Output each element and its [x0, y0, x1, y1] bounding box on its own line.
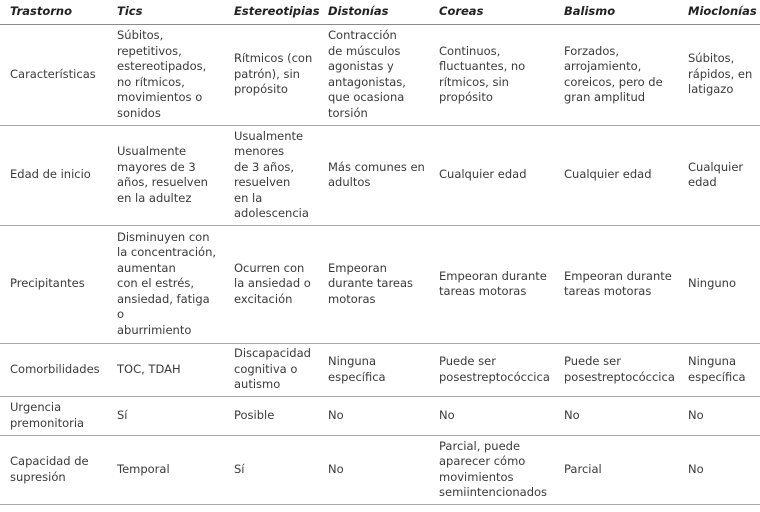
table-cell — [429, 396, 554, 435]
cell-text-line: Cualquier — [688, 159, 744, 174]
cell-text-line: tareas motoras — [564, 284, 652, 298]
cell-text-line: Ocurren con — [234, 260, 305, 275]
cell-text-line: no rítmicos, — [117, 74, 185, 89]
table-cell — [318, 396, 429, 435]
cell-text-line: fluctuantes, no — [439, 59, 526, 73]
cell-text-line: Contracción — [328, 28, 397, 42]
cell-text-line: posestreptocóccica — [439, 369, 550, 384]
cell-text-line: aburrimiento — [117, 322, 192, 337]
cell-text-line: estereotipados, — [117, 59, 207, 73]
cell-text-line: rítmicos, sin — [439, 74, 509, 89]
table-cell — [554, 435, 678, 504]
cell-text-line: menores — [234, 144, 285, 158]
table-cell — [318, 125, 429, 225]
table-row — [0, 225, 760, 343]
cell-text-line: la ansiedad o — [234, 276, 311, 291]
table-cell — [107, 125, 224, 225]
cell-text-line: No — [688, 407, 704, 422]
cell-text-line: Ninguno — [688, 276, 736, 291]
cell-text-line: coreicos, pero de — [564, 74, 663, 89]
table-cell — [429, 225, 554, 343]
cell-text-line: en la adultez — [117, 190, 192, 205]
cell-text-line: No — [439, 407, 455, 422]
cell-text-line: que ocasiona — [328, 90, 405, 104]
table-cell — [554, 24, 678, 125]
table-cell — [224, 396, 318, 435]
cell-text-line: Puede ser — [564, 354, 621, 368]
table-cell — [318, 343, 429, 396]
cell-text-line: propósito — [234, 82, 288, 97]
table-cell — [554, 396, 678, 435]
row-label: Capacidad de supresión — [0, 435, 107, 504]
table-row — [0, 396, 760, 435]
row-label: Urgencia premonitoria — [0, 396, 107, 435]
cell-text-line: Súbitos, — [117, 28, 164, 42]
table-cell — [224, 125, 318, 225]
row-label: Precipitantes — [0, 225, 107, 343]
cell-text-line: TOC, TDAH — [117, 361, 181, 376]
row-label: Comorbilidades — [0, 343, 107, 396]
cell-text-line: No — [328, 461, 344, 476]
table-cell — [107, 396, 224, 435]
cell-text-line: rápidos, en — [688, 66, 753, 81]
header-tics: Tics — [107, 0, 224, 24]
table-cell — [678, 435, 760, 504]
cell-text-line: motoras — [328, 291, 376, 306]
table-cell — [224, 435, 318, 504]
table-cell — [429, 24, 554, 125]
cell-text-line: latigazo — [688, 82, 734, 97]
table-row — [0, 435, 760, 504]
cell-text-line: agonistas y — [328, 59, 394, 73]
cell-text-line: edad — [688, 175, 717, 189]
cell-text-line: Cualquier edad — [439, 167, 527, 182]
cell-text-line: No — [564, 407, 580, 422]
cell-text-line: aparecer cómo — [439, 454, 526, 468]
cell-text-line: Continuos, — [439, 43, 501, 58]
table-cell — [224, 343, 318, 396]
cell-text-line: Sí — [234, 461, 245, 476]
table-cell — [107, 343, 224, 396]
cell-text-line: durante tareas — [328, 276, 414, 291]
cell-text-line: Sí — [117, 407, 128, 422]
cell-text-line: Empeoran — [328, 260, 387, 275]
cell-text-line: de 3 años, — [234, 159, 295, 174]
table-cell — [318, 24, 429, 125]
cell-text-line: años, resuelven — [117, 175, 208, 189]
cell-text-line: propósito — [439, 90, 493, 104]
header-estereotipias: Estereotipias — [224, 0, 318, 24]
cell-text-line: sonidos — [117, 105, 161, 120]
header-mioclonias: Mioclonías — [678, 0, 760, 24]
table-cell — [107, 435, 224, 504]
cell-text-line: tareas motoras — [439, 284, 527, 298]
cell-text-line: mayores de 3 — [117, 159, 196, 174]
table-cell — [318, 435, 429, 504]
cell-text-line: en la — [234, 190, 263, 205]
cell-text-line: torsión — [328, 105, 368, 120]
table-row — [0, 125, 760, 225]
cell-text-line: aumentan — [117, 260, 176, 275]
table-cell — [678, 396, 760, 435]
header-coreas: Coreas — [429, 0, 554, 24]
cell-text-line: con el estrés, — [117, 276, 195, 291]
cell-text-line: Ninguna — [328, 354, 377, 368]
cell-text-line: resuelven — [234, 175, 291, 189]
cell-text-line: específica — [688, 369, 746, 384]
cell-text-line: Parcial, puede — [439, 438, 521, 453]
header-row — [0, 0, 760, 24]
header-trastorno: Trastorno — [0, 0, 107, 24]
cell-text-line: Forzados, — [564, 43, 620, 58]
cell-text-line: antagonistas, — [328, 74, 406, 89]
header-distonias: Distonías — [318, 0, 429, 24]
cell-text-line: patrón), sin — [234, 66, 300, 81]
cell-text-line: autismo — [234, 377, 281, 392]
cell-text-line: arrojamiento, — [564, 59, 642, 73]
header-balismo: Balismo — [554, 0, 678, 24]
cell-text-line: específica — [328, 369, 386, 384]
cell-text-line: Posible — [234, 407, 275, 422]
cell-text-line: adolescencia — [234, 206, 309, 220]
cell-text-line: Empeoran durante — [564, 268, 672, 283]
cell-text-line: Puede ser — [439, 354, 496, 368]
table-cell — [429, 343, 554, 396]
table-cell — [429, 435, 554, 504]
cell-text-line: Temporal — [117, 461, 170, 476]
table-cell — [107, 24, 224, 125]
row-label: Características — [0, 24, 107, 125]
cell-text-line: Ninguna — [688, 354, 737, 368]
table-cell — [554, 225, 678, 343]
table-row — [0, 343, 760, 396]
cell-text-line: excitación — [234, 291, 293, 306]
cell-text-line: gran amplitud — [564, 90, 646, 104]
cell-text-line: repetitivos, — [117, 43, 182, 58]
cell-text-line: la concentración, — [117, 245, 217, 260]
cell-text-line: No — [688, 461, 704, 476]
cell-text-line: adultos — [328, 175, 371, 189]
table-cell — [107, 225, 224, 343]
table-cell — [224, 225, 318, 343]
table-cell — [678, 125, 760, 225]
table-cell — [554, 125, 678, 225]
cell-text-line: Discapacidad — [234, 346, 311, 361]
cell-text-line: ansiedad, fatiga o — [117, 291, 210, 322]
table-cell — [678, 24, 760, 125]
cell-text-line: Usualmente — [117, 144, 187, 158]
table-row — [0, 24, 760, 125]
cell-text-line: Usualmente — [234, 128, 304, 143]
cell-text-line: Parcial — [564, 461, 602, 476]
cell-text-line: Empeoran durante — [439, 268, 547, 283]
cell-text-line: semiintencionados — [439, 485, 548, 499]
cell-text-line: de músculos — [328, 43, 401, 58]
table-cell — [224, 24, 318, 125]
table-cell — [554, 343, 678, 396]
cell-text-line: cognitiva o — [234, 361, 298, 376]
cell-text-line: movimientos o — [117, 90, 203, 104]
table-cell — [429, 125, 554, 225]
cell-text-line: Cualquier edad — [564, 167, 652, 182]
cell-text-line: No — [328, 407, 344, 422]
row-label: Edad de inicio — [0, 125, 107, 225]
cell-text-line: Más comunes en — [328, 159, 425, 174]
cell-text-line: movimientos — [439, 469, 514, 484]
table-cell — [678, 343, 760, 396]
cell-text-line: Rítmicos (con — [234, 51, 313, 66]
table-cell — [678, 225, 760, 343]
cell-text-line: posestreptocóccica — [564, 369, 675, 384]
table-cell — [318, 225, 429, 343]
cell-text-line: Súbitos, — [688, 51, 735, 66]
cell-text-line: Disminuyen con — [117, 229, 210, 244]
